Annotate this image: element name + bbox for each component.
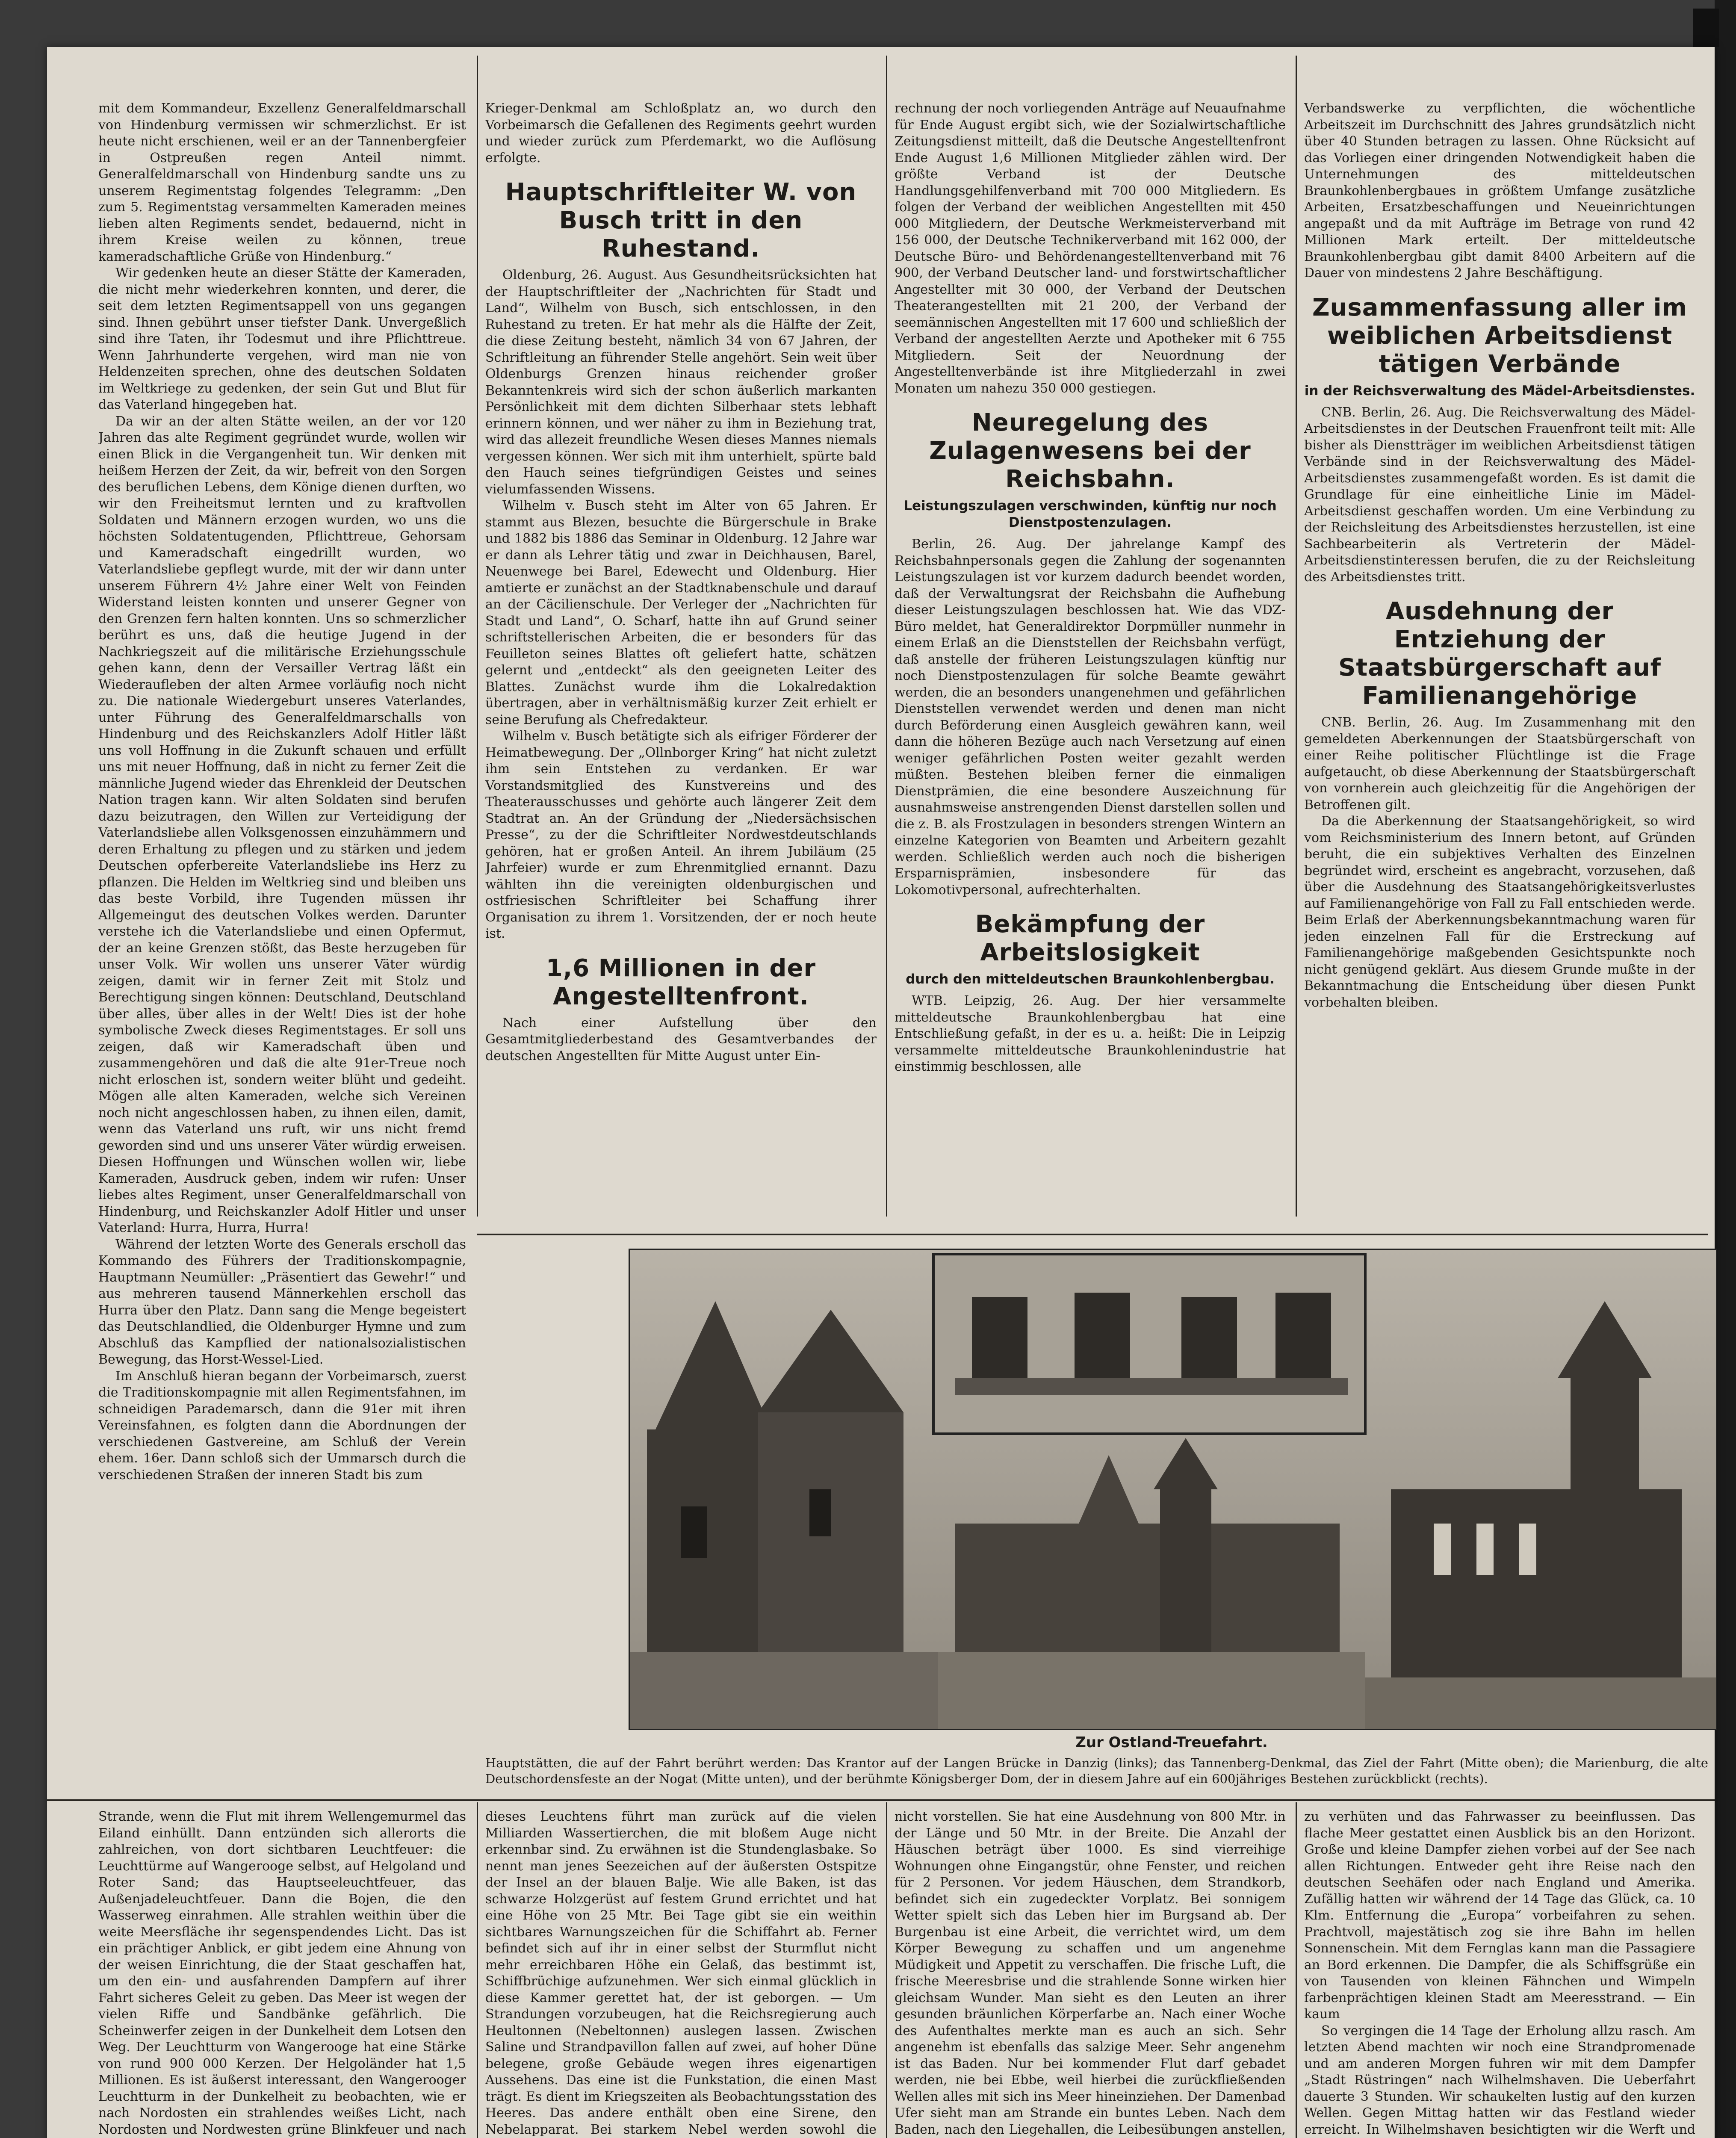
article-text: CNB. Berlin, 26. Aug. Die Reichsverwaltung des Mädel-Arbeitsdienstes in der Deutschen Frauenfront teilt mit: Alle bisher als Dienstträger im weiblichen Arbeitsdienst tätigen Verbände sind in der Reichsverwaltung des Mädel-Arbeitsdienstes zusammengefaßt worden. Es ist damit die Grundlage für eine einheitliche Linie im Mädel-Arbeitsdienst geschaffen worden. Um eine Verbindung zu der Reichsleitung des Arbeitsdienstes herzustellen, ist eine Sachbearbeiterin als Vertreterin der Mädel-Arbeitsdienstinteressen berufen, die zu der Reichsleitung des Arbeitsdienstes tritt.: [1304, 405, 1695, 585]
headline: Hauptschriftleiter W. von Busch tritt in den Ruhestand.: [505, 178, 857, 263]
subheadline: in der Reichsverwaltung des Mädel-Arbeitsdienstes.: [1304, 383, 1695, 399]
article-text: Wilhelm v. Busch steht im Alter von 65 Jahren. Er stammt aus Blezen, besuchte die Bürgerschule in Brake und 1882 bis 1886 das Seminar in Oldenburg. 12 Jahre war er dann als Lehrer tätig und zwar in Deichhausen, Barel, Neuenwege bei Barel, Edewecht und Oldenburg. Hier amtierte er zunächst an der Stadtknabenschule und darauf an der Cäcilienschule. Der Verleger der „Nachrichten für Stadt und Land“, O. Scharf, hatte ihn auf Grund seiner schriftstellerischen Arbeiten, die er besonders für das Feuilleton seines Blattes oft geliefert hatte, schätzen gelernt und „entdeckt“ als den geeigneten Leiter des Blattes. Zunächst wurde ihm die Lokalredaktion übertragen, aber in verhältnismäßig kurzer Zeit erhielt er seine Berufung als Chefredakteur.: [485, 498, 877, 727]
column-3: [895, 100, 1286, 1208]
column-rule: [477, 56, 478, 1217]
scan-border: [1693, 9, 1719, 47]
article-text: CNB. Berlin, 26. Aug. Im Zusammenhang mit den gemeldeten Aberkennungen der Staatsbürgerschaft von einer Reihe politischer Flüchtlinge ist die Frage aufgetaucht, ob diese Aberkennung der Staatsbürgerschaft von vornherein auch gleichzeitig für die Angehörigen der Betroffenen gilt.: [1304, 715, 1695, 812]
headline: Zusammenfassung aller im weiblichen Arbeitsdienst tätigen Verbände: [1312, 293, 1688, 378]
article-text: Nach einer Aufstellung über den Gesamtmitgliederbestand des Gesamtverbandes der deutschen Angestellten für Mitte August unter Ein-: [485, 1015, 877, 1063]
article-text: So vergingen die 14 Tage der Erholung allzu rasch. Am letzten Abend machten wir noch eine Strandpromenade und am anderen Morgen fuhren wir mit dem Dampfer „Stadt Rüstringen“ nach Wilhelmshaven. Die Ueberfahrt dauerte 3 Stunden. Wir schaukelten lustig auf den kurzen Wellen. Gegen Mittag hatten wir das Festland wieder erreicht. In Wilhelmshaven besichtigten wir die Werft und: [1304, 2023, 1695, 2137]
column-rule: [886, 1802, 887, 2138]
article-text: rechnung der noch vorliegenden Anträge auf Neuaufnahme für Ende August ergibt sich, wie der Sozialwirtschaftliche Zeitungsdienst mitteilt, daß die Deutsche Angestelltenfront Ende August 1,6 Millionen Mitglieder zählen wird. Der größte Verband ist der Deutsche Handlungsgehilfenverband mit 700 000 Mitgliedern. Es folgen der Verband der weiblichen Angestellten mit 450 000 Mitgliedern, der Deutsche Werkmeisterverband mit 156 000, der Deutsche Technikerverband mit 162 000, der Deutsche Büro- und Behördenangestelltenverband mit 76 900, der Verband Deutscher land- und forstwirtschaftlicher Angestellter mit 30 000, der Verband der Deutschen Theaterangestellten mit 21 200, der Verband der seemännischen Angestellten mit 17 600 und schließlich der Verband der angestellten Aerzte und Apotheker mit 6 755 Mitgliedern. Seit der Neuordnung der Angestelltenverbände ist ihre Mitgliederzahl in zwei Monaten um nahezu 350 000 gestiegen.: [895, 101, 1286, 396]
bottom-column-2: [485, 1809, 877, 2138]
article-text: Wilhelm v. Busch betätigte sich als eifriger Förderer der Heimatbewegung. Der „Ollnborger Kring“ hat nicht zuletzt ihm sein Entstehen zu verdanken. Er war Vorstandsmitglied des Kunstvereins und des Theaterausschusses und gehörte auch längerer Zeit dem Stadtrat an. An der Gründung der „Niedersächsischen Presse“, zu der die Schriftleiter Nordwestdeutschlands gehören, hat er großen Anteil. An ihrem Jubiläum (25 Jahrfeier) wurde er zum Ehrenmitglied ernannt. Dazu wählten ihn die vereinigten oldenburgischen und ostfriesischen Schriftleiter bei Schaffung ihrer Organisation zu ihrem 1. Vorsitzenden, der er noch heute ist.: [485, 729, 877, 941]
article-text: Da die Aberkennung der Staatsangehörigkeit, so wird vom Reichsministerium des Innern betont, auf Gründen beruht, die ein subjektives Verhalten des Einzelnen begründet wird, erscheint es angebracht, vorzusehen, daß über die Ausdehnung des Staatsangehörigkeitsverlustes auf Familienangehörige von Fall zu Fall entschieden werde. Beim Erlaß der Aberkennungsbekanntmachung waren für jeden einzelnen Fall für die Erstreckung auf Familienangehörige maßgebenden Gesichtspunkte noch nicht genügend geklärt. Aus diesem Grunde mußte in der Bekanntmachung die Entscheidung über diesen Punkt vorbehalten bleiben.: [1304, 814, 1695, 1010]
article-text: dieses Leuchtens führt man zurück auf die vielen Milliarden Wassertierchen, die mit bloßem Auge nicht erkennbar sind. Zu erwähnen ist die Stundenglasbake. So nennt man jenes Seezeichen auf der äußersten Ostspitze der Insel an der blauen Balje. Wie alle Baken, ist das schwarze Holzgerüst auf festem Grund errichtet und hat eine Höhe von 25 Mtr. Bei Tage gibt sie ein weithin sichtbares Warnungszeichen für die Schiffahrt ab. Ferner befindet sich auf ihr in einer selbst der Sturmflut nicht mehr erreichbaren Höhe ein Gelaß, das bestimmt ist, Schiffbrüchige aufzunehmen. Wer sich einmal glücklich in diese Kammer gerettet hat, der ist geborgen. — Um Strandungen vorzubeugen, hat die Reichsregierung auch Heultonnen (Nebeltonnen) auslegen lassen. Zwischen Saline und Strandpavillon fallen auf zwei, auf hoher Düne belegene, große Gebäude wegen ihres eigenartigen Aussehens. Das eine ist die Funkstation, die einen Mast trägt. Es dient im Kriegszeiten als Beobachtungsstation des Heeres. Das andere enthält oben eine Sirene, den Nebelapparat. Bei starkem Nebel werden sowohl die: [485, 1809, 877, 2137]
headline: Ausdehnung der Entziehung der Staatsbürgerschaft auf Familienangehörige: [1338, 597, 1661, 710]
article-text: Da wir an der alten Stätte weilen, an der vor 120 Jahren das alte Regiment gegründet wurde, wollen wir einen Blick in die Vergangenheit tun. Wir denken mit heißem Herzen der Zeit, da wir, befreit von den Sorgen des beruflichen Lebens, dem Könige dienen durften, wo wir den Freiheitsmut lernten und zu kraftvollen Soldaten und Männern erzogen wurden, wo uns die höchsten Soldatentugenden, Pflichttreue, Gehorsam und Kameradschaft eingedrillt wurden, wo Vaterlandsliebe gepflegt wurde, mit der wir dann unter unserem Führern 4½ Jahre einer Welt von Feinden Widerstand leisten konnten und unserer Gegner von den Grenzen fern halten konnten. Uns so schmerzlicher berührt es uns, daß die heutige Jugend in der Nachkriegszeit auf die militärische Erziehungsschule gehen kann, denn der Versailler Vertrag läßt ein Wiederaufleben der alten Armee vorläufig noch nicht zu. Die nationale Wiedergeburt unseres Vaterlandes, unter Führung des Generalfeldmarschalls von Hindenburg und des Reichskanzlers Adolf Hitler läßt uns voll Hoffnung in die Zukunft schauen und erfüllt uns mit neuer Hoffnung, daß in nicht zu ferner Zeit die männliche Jugend wieder das Ehrenkleid der Deutschen Nation tragen kann. Wir alten Soldaten sind berufen dazu beizutragen, den Willen zur Verteidigung der Vaterlandsliebe allen Volksgenossen einzuhämmern und deren Erhaltung zu pflegen und zu stärken und jedem Deutschen opferbereite Vaterlandsliebe ins Herz zu pflanzen. Die Helden im Weltkrieg sind und bleiben uns das beste Vorbild, ihre Tugenden müssen ihr Allgemeingut des deutschen Volkes werden. Darunter verstehe ich die Vaterlandsliebe und einen Opfermut, der an keine Grenzen stößt, das Beste herzugeben für unser Volk. Wir wollen uns unserer Väter würdig zeigen, damit wir in ferner Zeit mit Stolz und Berechtigung singen können: Deutschland, Deutschland über alles, über alles in der Welt! Dies ist der hohe symbolische Zweck dieses Regimentstages. Er soll uns zeigen, daß wir Kameradschaft üben und zusammengehören und daß die alte 91er-Treue noch nicht erloschen ist, sondern weiter blüht und gedeiht. Mögen alle alten Kameraden, welche sich Vereinen noch nicht angeschlossen haben, zu ihnen eilen, damit, wenn das Vaterland uns ruft, wir uns nicht fremd geworden sind und uns unserer Väter würdig erweisen. Diesen Hoffnungen und Wünschen wollen wir, liebe Kameraden, Ausdruck geben, indem wir rufen: Unser liebes altes Regiment, unser Generalfeldmarschall von Hindenburg, und Reichskanzler Adolf Hitler und unser Vaterland: Hurra, Hurra, Hurra!: [98, 413, 466, 1235]
article-text: nicht vorstellen. Sie hat eine Ausdehnung von 800 Mtr. in der Länge und 50 Mtr. in der Breite. Die Anzahl der Häuschen beträgt über 1000. Es sind vierreihige Wohnungen ohne Eingangstür, ohne Fenster, und reichen für 2 Personen. Vor jedem Häuschen, dem Strandkorb, befindet sich ein zugedeckter Vorplatz. Bei sonnigem Wetter spielt sich das Leben hier im Burgsand ab. Der Burgenbau ist eine Arbeit, die verrichtet wird, um dem Körper Bewegung zu schaffen und um angenehme Müdigkeit und Appetit zu verschaffen. Die frische Luft, die frische Meeresbrise und die strahlende Sonne wirken hier gleichsam Wunder. Man sieht es den Leuten an ihrer gesunden bräunlichen Körperfarbe an. Nach einer Woche des Aufenthaltes merkte man es auch an sich. Sehr angenehm ist ebenfalls das salzige Meer. Sehr angenehm ist das Baden. Nur bei kommender Flut darf gebadet werden, nie bei Ebbe, weil hierbei die zurückfließenden Wellen alles mit sich ins Meer hineinziehen. Der Damenbad Ufer sieht man am Strande ein buntes Leben. Nach dem Baden, nach den Liegehallen, die Leibesübungen anstellen,: [895, 1809, 1286, 2137]
article-text: Während der letzten Worte des Generals erscholl das Kommando des Führers der Traditionskompagnie, Hauptmann Neumüller: „Präsentiert das Gewehr!“ und aus mehreren tausend Männerkehlen erscholl das Hurra über den Platz. Dann sang die Menge begeistert das Deutschlandlied, die Oldenburger Hymne und zum Abschluß das Kampflied der nationalsozialistischen Bewegung, das Horst-Wessel-Lied.: [98, 1237, 466, 1367]
article-text: Wir gedenken heute an dieser Stätte der Kameraden, die nicht mehr wiederkehren konnten, und derer, die seit dem letzten Regimentsappell von uns gegangen sind. Ihnen gebührt unser tiefster Dank. Unvergeßlich sind ihre Taten, ihr Todesmut und ihre Pflichttreue. Wenn Jahrhunderte vergehen, wird man nie von Heldenzeiten sprechen, ohne des deutschen Soldaten im Weltkriege zu gedenken, der sein Gut und Blut für das Vaterland hingegeben hat.: [98, 266, 466, 412]
photo-montage-illustration: [630, 1250, 1716, 1729]
article-text: Strande, wenn die Flut mit ihrem Wellengemurmel das Eiland einhüllt. Dann entzünden sich allerorts die zahlreichen, von dort sichtbaren Leuchtfeuer: die Leuchttürme auf Wangerooge selbst, auf Helgoland und Roter Sand; das Hauptseeleuchtfeuer, das Außenjadeleuchtfeuer. Dann die Bojen, die den Wasserweg einrahmen. Alle strahlen weithin über die weite Meersfläche ihr segenspendendes Licht. Das ist ein prächtiger Anblick, er gibt jedem eine Ahnung von der weisen Einrichtung, die der Staat geschaffen hat, um den ein- und ausfahrenden Dampfern auf ihrer Fahrt sicheres Geleit zu geben. Das Meer ist wegen der vielen Riffe und Sandbänke gefährlich. Die Scheinwerfer zeigen in der Dunkelheit dem Lotsen den Weg. Der Leuchtturm von Wangerooge hat eine Stärke von rund 900 000 Kerzen. Der Helgoländer hat 1,5 Millionen. Es ist äußerst interessant, den Wangerooger Leuchtturm in der Dunkelheit zu beobachten, wie er nach Nordosten ein strahlendes weißes Licht, nach Nordosten und Nordwesten grüne Blinkfeuer und nach: [98, 1809, 466, 2137]
article-text: Krieger-Denkmal am Schloßplatz an, wo durch den Vorbeimarsch die Gefallenen des Regiments geehrt wurden und wieder zurück zum Pferdemarkt, wo die Auflösung erfolgte.: [485, 101, 877, 165]
column-rule: [1296, 1802, 1297, 2138]
column-rule: [477, 1802, 478, 2138]
photo-title: Zur Ostland-Treuefahrt.: [1075, 1734, 1268, 1751]
newspaper-page: [47, 47, 1715, 2138]
article-text: WTB. Leipzig, 26. Aug. Der hier versammelte mitteldeutsche Braunkohlenbergbau hat eine Entschließung gefaßt, in der es u. a. heißt: Die in Leipzig versammelte mitteldeutsche Braunkohlenindustrie hat einstimmig beschlossen, alle: [895, 993, 1286, 1074]
column-2: [485, 100, 877, 1208]
article-text: Berlin, 26. Aug. Der jahrelange Kampf des Reichsbahnpersonals gegen die Zahlung der sogenannten Leistungszulagen ist vor kurzem dadurch beendet worden, daß der Verwaltungsrat der Reichsbahn die Aufhebung dieser Leistungszulagen beschlossen hat. Wie das VDZ-Büro meldet, hat Generaldirektor Dorpmüller nunmehr in einem Erlaß an die Dienststellen der Reichsbahn verfügt, daß anstelle der früheren Leistungszulagen künftig nur noch Dienstpostenzulagen für solche Beamte gewährt werden, die an besonders unangenehmen und gefährlichen Dienststellen verwendet werden und denen man nicht durch Beförderung einen Ausgleich gewähren kann, weil dann die höheren Bezüge auch nach Versetzung auf einen weniger gefährlichen Posten weiter gezahlt werden müßten. Bestehen bleiben ferner die einmaligen Dienstprämien, die eine besondere Auszeichnung für ausnahmsweise anstrengenden Dienst darstellen sollen und die z. B. als Frostzulagen in besonders strengen Wintern an einzelne Kategorien von Beamten und Arbeitern gezahlt werden. Schließlich werden auch noch die bisherigen Ersparnisprämien, insbesondere für das Lokomotivpersonal, aufrechterhalten.: [895, 537, 1286, 898]
column-rule: [1296, 56, 1297, 1217]
article-text: Oldenburg, 26. August. Aus Gesundheitsrücksichten hat der Hauptschriftleiter der „Nachrichten für Stadt und Land“, Wilhelm von Busch, sich entschlossen, in den Ruhestand zu treten. Er hat mehr als die Hälfte der Zeit, die diese Zeitung besteht, nämlich 34 von 67 Jahren, der Schriftleitung an führender Stelle angehört. Sein weit über Oldenburgs Grenzen hinaus reichender großer Bekanntenkreis wird sich der schon äußerlich markanten Persönlichkeit mit dem dichten Silberhaar stets lebhaft erinnern können, und wer näher zu ihm in Beziehung trat, wird das allezeit freundliche Wesen dieses Mannes niemals vergessen können. Wer sich mit ihm unterhielt, spürte bald den Hauch seines tiefgründigen Geistes und seines vielumfassenden Wissens.: [485, 268, 877, 497]
headline: Neuregelung des Zulagenwesens bei der Reichsbahn.: [929, 409, 1251, 493]
bottom-column-3: [895, 1809, 1286, 2138]
column-1: [98, 100, 466, 1794]
column-rule: [886, 56, 887, 1217]
bottom-column-1: [98, 1809, 466, 2138]
column-4: [1304, 100, 1695, 1208]
section-rule: [477, 1234, 1708, 1235]
bottom-column-4: [1304, 1809, 1695, 2138]
subheadline: Leistungszulagen verschwinden, künftig nur noch Dienstpostenzulagen.: [903, 498, 1277, 530]
section-rule: [47, 1799, 1715, 1801]
article-text: Verbandswerke zu verpflichten, die wöchentliche Arbeitszeit im Durchschnitt des Jahres grundsätzlich nicht über 40 Stunden betragen zu lassen. Ohne Rücksicht auf das Vorliegen einer dringenden Notwendigkeit haben die Unternehmungen des mitteldeutschen Braunkohlenbergbaues in größtem Umfange zusätzliche Arbeiten, Ersatzbeschaffungen und Neueinrichtungen angepaßt und da mit Aufträge im Betrage von rund 42 Millionen Mark erteilt. Der mitteldeutsche Braunkohlenbergbau gibt damit 8400 Arbeitern auf die Dauer von mindestens 2 Jahre Beschäftigung.: [1304, 101, 1695, 281]
headline: 1,6 Millionen in der Angestelltenfront.: [546, 954, 816, 1010]
photo-caption: Hauptstätten, die auf der Fahrt berührt werden: Das Krantor auf der Langen Brücke in Danzig (links); das Tannenberg-Denkmal, das Ziel der Fahrt (Mitte oben); die Marienburg, die alte Deutschordensfeste an der Nogat (Mitte unten), und der berühmte Königsberger Dom, der in diesem Jahre auf ein 600jähriges Bestehen zurückblickt (rechts).: [485, 1756, 1708, 1786]
scan-border: [1715, 0, 1736, 2138]
headline: Bekämpfung der Arbeitslosigkeit: [975, 910, 1205, 966]
article-text: mit dem Kommandeur, Exzellenz Generalfeldmarschall von Hindenburg vermissen wir schmerzlichst. Er ist heute nicht erschienen, weil er an der Tannenbergfeier in Ostpreußen regen Anteil nimmt. Generalfeldmarschall von Hindenburg sandte uns zu unserem Regimentstag folgendes Telegramm: „Den zum 5. Regimentstag versammelten Kameraden meines lieben alten Regiments sendet, bedauernd, nicht in ihrem Kreise weilen zu können, treue kameradschaftliche Grüße von Hindenburg.“: [98, 101, 466, 264]
article-text: zu verhüten und das Fahrwasser zu beeinflussen. Das flache Meer gestattet einen Ausblick bis an den Horizont. Große und kleine Dampfer ziehen vorbei auf der See nach allen Richtungen. Entweder geht ihre Reise nach den deutschen Seehäfen oder nach England und Amerika. Zufällig hatten wir während der 14 Tage das Glück, ca. 10 Klm. Entfernung die „Europa“ vorbeifahren zu sehen. Prachtvoll, majestätisch zog sie ihre Bahn im hellen Sonnenschein. Mit dem Fernglas kann man die Passagiere an Bord erkennen. Die Dampfer, die als Schiffsgrüße ein von Tausenden von kleinen Fähnchen und Wimpeln farbenprächtigen kleinen Stadt am Meeresstrand. — Ein kaum: [1304, 1809, 1695, 2022]
subheadline: durch den mitteldeutschen Braunkohlenbergbau.: [906, 972, 1275, 987]
article-text: Im Anschluß hieran begann der Vorbeimarsch, zuerst die Traditionskompagnie mit allen Regimentsfahnen, im schneidigen Parademarsch, dann die 91er mit ihren Vereinsfahnen, es folgten dann die Abordnungen der verschiedenen Gastvereine, am Schluß der Verein ehem. 16er. Dann schloß sich der Ummarsch durch die verschiedenen Straßen der inneren Stadt bis zum: [98, 1368, 466, 1482]
photo-ostland: [629, 1249, 1717, 1730]
